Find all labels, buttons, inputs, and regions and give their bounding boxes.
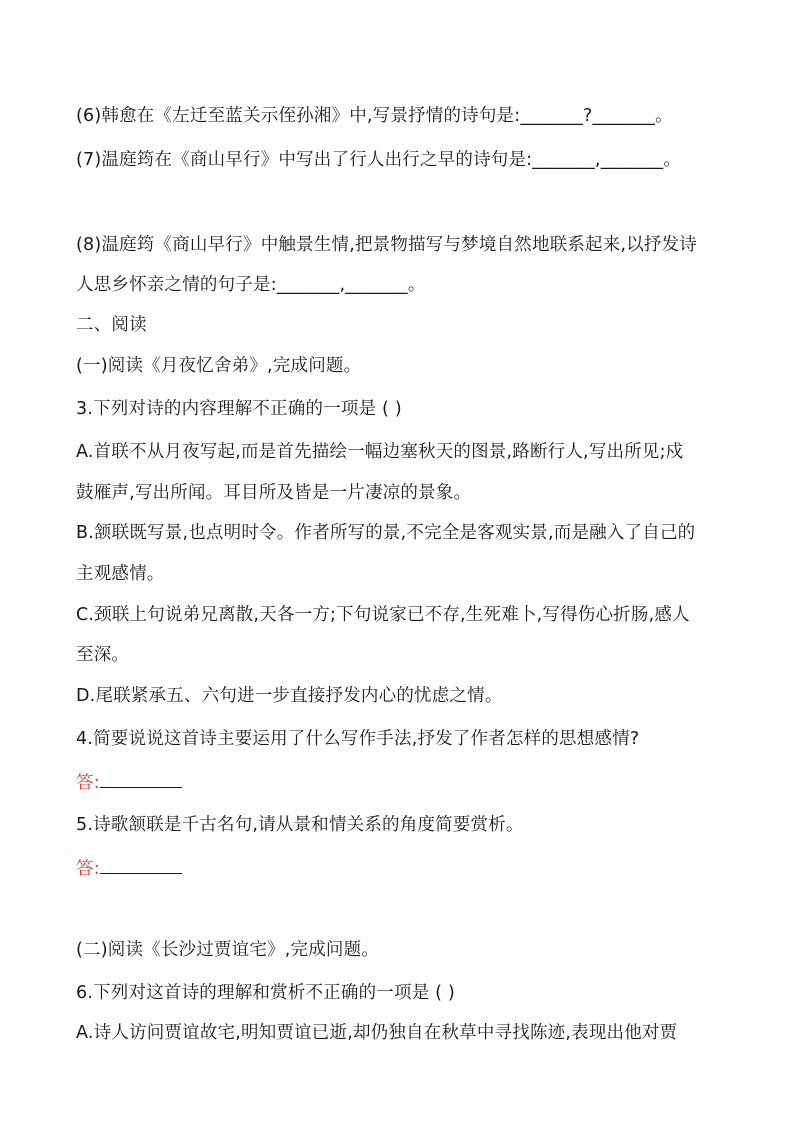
answer-blank	[100, 770, 182, 788]
option-3a-line2: 鼓雁声,写出所闻。耳目所及皆是一片凄凉的景象。	[76, 483, 472, 503]
answer-label: 答:	[76, 859, 100, 879]
question-6b-text: 6.下列对这首诗的理解和赏析不正确的一项是 ( )	[76, 983, 455, 1003]
option-3d-text: D.尾联紧承五、六句进一步直接抒发内心的忧虑之情。	[76, 686, 503, 706]
section-heading-reading: 二、阅读	[76, 315, 147, 335]
question-8-text-line2: 人思乡怀亲之情的句子是:_______,_______。	[76, 275, 426, 295]
question-6-text: (6)韩愈在《左迁至蓝关示侄孙湘》中,写景抒情的诗句是:_______?_______。	[76, 106, 673, 126]
answer-5	[76, 856, 182, 881]
option-3c-line1: C.颈联上句说弟兄离散,天各一方;下句说家已不存,生死难卜,写得伤心折肠,感人	[76, 605, 690, 625]
question-7-text: (7)温庭筠在《商山早行》中写出了行人出行之早的诗句是:_______,_______。	[76, 150, 682, 170]
part-2-heading: (二)阅读《长沙过贾谊宅》,完成问题。	[76, 940, 380, 960]
option-3a-line1: A.首联不从月夜写起,而是首先描绘一幅边塞秋天的图景,路断行人,写出所见;戍	[76, 442, 684, 462]
question-4-text: 4.简要说说这首诗主要运用了什么写作手法,抒发了作者怎样的思想感情?	[76, 729, 640, 749]
question-8-text-line1: (8)温庭筠《商山早行》中触景生情,把景物描写与梦境自然地联系起来,以抒发诗	[76, 235, 698, 255]
answer-label: 答:	[76, 773, 100, 793]
option-6a-line1: A.诗人访问贾谊故宅,明知贾谊已逝,却仍独自在秋草中寻找陈迹,表现出他对贾	[76, 1023, 678, 1043]
answer-4	[76, 770, 182, 795]
option-3b-line2: 主观感情。	[76, 564, 165, 584]
part-1-heading: (一)阅读《月夜忆舍弟》,完成问题。	[76, 356, 362, 376]
question-3-text: 3.下列对诗的内容理解不正确的一项是 ( )	[76, 399, 402, 419]
answer-blank	[100, 856, 182, 874]
question-5-text: 5.诗歌颔联是千古名句,请从景和情关系的角度简要赏析。	[76, 815, 524, 835]
option-3b-line1: B.颔联既写景,也点明时令。作者所写的景,不完全是客观实景,而是融入了自己的	[76, 523, 696, 543]
option-3c-line2: 至深。	[76, 645, 130, 665]
